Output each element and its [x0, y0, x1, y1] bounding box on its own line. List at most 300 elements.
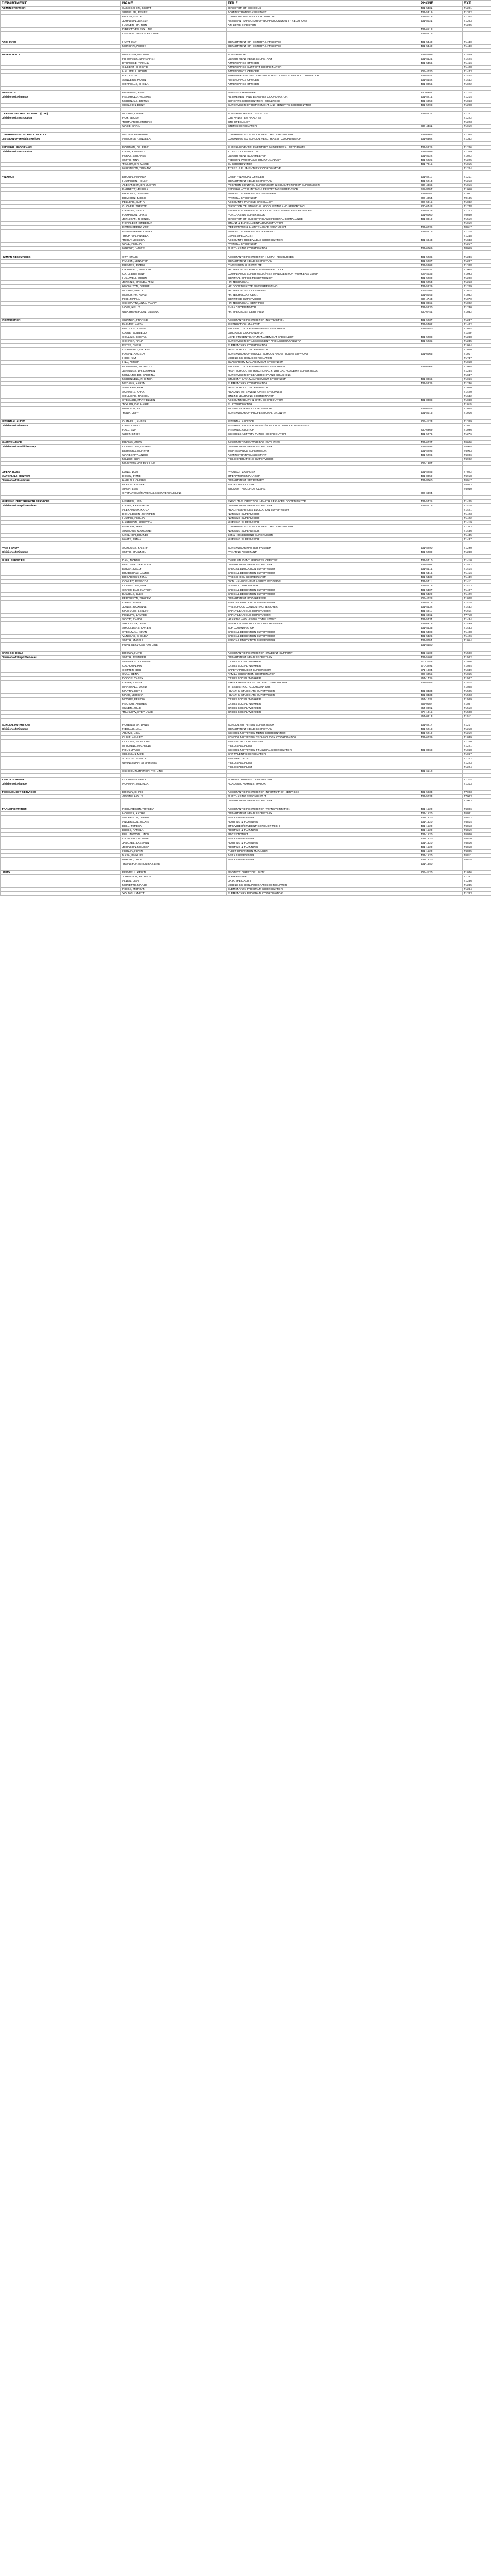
table-row [1, 757, 491, 761]
table-row [1, 538, 491, 542]
title-cell: FIELD SPECIALIST [227, 761, 419, 765]
name-cell: MOLLARD, DR. SABRINA [121, 373, 227, 378]
table-row [1, 293, 491, 297]
department-cell [1, 352, 121, 356]
title-cell: SPECIAL EDUCATION SUPERVISOR [227, 571, 419, 576]
table-row [1, 78, 491, 82]
title-cell: GPS/VIDEO/STUDENT CONDUCT TECH [227, 824, 419, 829]
name-cell: MONETTE, MARJO [121, 883, 227, 888]
name-cell: GIBBS, JENNY [121, 601, 227, 605]
title-cell [227, 32, 419, 36]
table-row [1, 66, 491, 70]
ext-cell: 71058 [463, 361, 491, 365]
department-cell [1, 892, 121, 896]
name-cell: COLLINS, NICHOLAS [121, 740, 227, 744]
title-cell: PURCHASING SPECIALIST IT [227, 795, 419, 799]
title-cell: CLASSROOM MANAGEMENT SPECIALIST [227, 361, 419, 365]
ext-cell: 71437 [463, 538, 491, 542]
title-cell: VISION COORDINATOR [227, 584, 419, 588]
department-cell [1, 698, 121, 702]
name-cell: ANDERSON, JACKIE [121, 820, 227, 824]
phone-cell: 431-5456 [419, 61, 463, 66]
name-cell: SMITH, ANGELA [121, 639, 227, 643]
department-cell [1, 685, 121, 689]
table-row [1, 711, 491, 715]
phone-cell: 431-5401 [419, 7, 463, 11]
name-cell: TRANSPORTATION FAX LINE [121, 862, 227, 866]
table-row [1, 268, 491, 272]
title-cell: MTSS DISTRICT COORDINATOR [227, 685, 419, 689]
department-cell: Division of: Pupil Services [1, 656, 121, 660]
phone-cell: 431-1520 [419, 829, 463, 833]
title-cell: CERTIFIED SUPERVISOR [227, 297, 419, 302]
ext-cell: 71221 [463, 744, 491, 748]
title-cell [227, 49, 419, 53]
title-cell: SCHOOL NUTRITION TECHNOLOGY COORDINATOR [227, 736, 419, 740]
ext-cell: 71226 [463, 146, 491, 150]
name-cell: KNOWLTON, DEBBIE [121, 285, 227, 289]
ext-cell: 71054 [463, 639, 491, 643]
phone-cell [419, 234, 463, 238]
title-cell: NURSING SUPERVISOR [227, 512, 419, 517]
phone-cell: 431-8085 [419, 681, 463, 685]
title-cell: COORDINATED SCHOOL HEALTH COORDINATOR [227, 525, 419, 529]
phone-cell: 431-5319 [419, 11, 463, 15]
ext-cell: 71419 [463, 521, 491, 525]
table-row [1, 744, 491, 748]
table-row [1, 626, 491, 630]
name-cell: SILVER, JULIE [121, 706, 227, 711]
phone-cell [419, 534, 463, 538]
ext-cell: 71411 [463, 580, 491, 584]
department-cell [1, 70, 121, 74]
name-cell: PHILLIPS, LAUREE [121, 614, 227, 618]
title-cell: OPERATIONS MANAGER [227, 474, 419, 479]
title-cell: FEDERAL PROGRAMS GRANT ANALYST [227, 158, 419, 163]
name-cell: EDMISON, JACKIE [121, 196, 227, 201]
title-cell: FIELD SPECIALIST [227, 765, 419, 770]
department-cell [1, 593, 121, 597]
name-cell: COTTER, BOB [121, 668, 227, 673]
ext-cell: 71509 [463, 698, 491, 702]
phone-cell: 431-8088 [419, 399, 463, 403]
table-row [1, 622, 491, 626]
phone-cell [419, 883, 463, 888]
phone-cell: 431-6512 [419, 770, 463, 774]
name-cell: COVINGTON, AMY [121, 584, 227, 588]
table-row [1, 116, 491, 120]
table-row [1, 888, 491, 892]
name-cell: COVINGTON, DEBBIE [121, 445, 227, 449]
table-row [1, 87, 491, 91]
department-cell [1, 82, 121, 87]
title-cell: DEPARTMENT SECRETARY [227, 479, 419, 483]
table-row [1, 736, 491, 740]
title-cell: INTERNAL AUDITOR [227, 420, 419, 424]
phone-cell: 431-5215 [419, 230, 463, 234]
name-cell: ADKINS, HOLLY [121, 795, 227, 799]
name-cell: GRAHAM, TRACI [121, 209, 227, 213]
department-cell [1, 335, 121, 340]
table-row [1, 508, 491, 512]
title-cell: DEPARTMENT HEAD SECRETARY [227, 445, 419, 449]
title-cell: DATA SPECIALIST [227, 879, 419, 883]
phone-cell: 206-4105 [419, 289, 463, 293]
phone-cell [419, 879, 463, 883]
title-cell: SCHOOLS ACTIVITY FUNDS COORDINATOR [227, 432, 419, 437]
title-cell: ASSISTANT DIRECTOR FOR FACILITIES [227, 441, 419, 445]
phone-cell: 431-5230 [419, 306, 463, 310]
name-cell: JAECKEL, LAEEANN [121, 841, 227, 845]
title-cell: HEARING AND VISION CONSULTANT [227, 618, 419, 622]
name-cell: HERDER, TERI [121, 525, 227, 529]
ext-cell [463, 496, 491, 500]
ext-cell: 71363 [463, 525, 491, 529]
title-cell: HR TECHNICIAN [227, 281, 419, 285]
name-cell: PUPIL SERVICES FAX LINE [121, 643, 227, 647]
ext-cell: 71747 [463, 356, 491, 361]
name-cell: DONALDSON, JENNIFER [121, 512, 227, 517]
name-cell: SMITH, TINA [121, 158, 227, 163]
title-cell: ROUTING & PLANNING [227, 820, 419, 824]
table-row [1, 664, 491, 668]
department-cell [1, 247, 121, 251]
phone-cell: 431-1520 [419, 841, 463, 845]
name-cell: NORFLEET, KIMBERLY [121, 222, 227, 226]
department-cell: Division of: Facilities [1, 479, 121, 483]
table-row [1, 222, 491, 226]
table-row [1, 70, 491, 74]
department-cell [1, 803, 121, 807]
title-cell: SPECIAL EDUCATION SUPERVISOR [227, 567, 419, 571]
table-row [1, 314, 491, 319]
name-cell: GOODARD, EMILY [121, 778, 227, 782]
department-cell [1, 125, 121, 129]
department-cell [1, 87, 121, 91]
title-cell [227, 415, 419, 420]
ext-cell: 71416 [463, 571, 491, 576]
ext-cell: 71064 [463, 344, 491, 348]
title-cell: FIELD SPECIALIST [227, 744, 419, 748]
department-cell [1, 643, 121, 647]
table-row [1, 685, 491, 689]
ext-cell: 71442 [463, 78, 491, 82]
name-cell: HILL, AMBER [121, 361, 227, 365]
ext-cell: 71209 [463, 420, 491, 424]
department-cell: PRINT SHOP [1, 546, 121, 550]
table-row [1, 449, 491, 453]
department-cell [1, 340, 121, 344]
name-cell: HALLWELL, ROBIN [121, 70, 227, 74]
ext-cell [463, 862, 491, 866]
phone-cell [419, 888, 463, 892]
table-row [1, 571, 491, 576]
phone-cell: 854-0087 [419, 702, 463, 706]
department-cell: INTERNAL AUDIT [1, 420, 121, 424]
table-row [1, 694, 491, 698]
title-cell: CRISIS SOCIAL WORKER [227, 664, 419, 668]
table-row [1, 483, 491, 487]
department-cell [1, 188, 121, 192]
department-cell [1, 331, 121, 335]
title-cell: SLP COORDINATOR [227, 626, 419, 630]
phone-cell: 431-5211 [419, 175, 463, 179]
department-cell [1, 104, 121, 108]
ext-cell: 71362 [463, 137, 491, 142]
name-cell: MITCHELL, MICHELLE [121, 744, 227, 748]
ext-cell: 71005 [463, 268, 491, 272]
ext-cell: 71046 [463, 871, 491, 875]
phone-cell [419, 49, 463, 53]
department-cell [1, 845, 121, 850]
ext-cell: 71017 [463, 352, 491, 356]
department-cell [1, 753, 121, 757]
title-cell: ELEMENTARY PROGRAM COORDINATOR [227, 888, 419, 892]
title-cell: CHIEF FINANCIAL OFFICER [227, 175, 419, 179]
title-cell: PAYROLL SPECIALIST [227, 243, 419, 247]
table-row [1, 247, 491, 251]
ext-cell: 71201 [463, 7, 491, 11]
title-cell: CHIEF STUDENT SERVICES OFFICER [227, 559, 419, 563]
table-row [1, 108, 491, 112]
phone-cell: 431-6365 [419, 133, 463, 137]
name-cell: YAWN, JEFF [121, 411, 227, 415]
ext-cell [463, 719, 491, 723]
table-row [1, 635, 491, 639]
ext-cell: 76805 [463, 850, 491, 854]
title-cell: POSITION CONTROL SUPERVISOR & EDUCATOR PREP SUPERVISOR [227, 184, 419, 188]
title-cell: STUDENT DATA MANAGEMENT SPECIALIST [227, 327, 419, 331]
phone-cell: 206-4054 [419, 196, 463, 201]
title-cell: SUPERVISOR OF ASSESSMENT AND ACCOUNTABILITY [227, 340, 419, 344]
table-row [1, 833, 491, 837]
table-row [1, 129, 491, 133]
name-cell: STEWARD, MARY ELLEN [121, 399, 227, 403]
name-cell: DAM, NORMA [121, 559, 227, 563]
title-cell: COORDINATED SCHOOL HEALTH COORDINATOR [227, 133, 419, 137]
ext-cell: 71440 [463, 45, 491, 49]
table-row [1, 7, 491, 11]
department-cell [1, 369, 121, 373]
ext-cell: 71044 [463, 327, 491, 331]
phone-cell: 431-1520 [419, 858, 463, 862]
table-row [1, 647, 491, 652]
name-cell: MEDANA, KAREN [121, 382, 227, 386]
name-cell: BAKER, KELLY [121, 567, 227, 571]
phone-cell: 431-5444 [419, 74, 463, 78]
name-cell: SELDMAN, MIKE [121, 753, 227, 757]
table-row [1, 40, 491, 45]
department-cell: COORDINATED SCHOOL HEALTH [1, 133, 121, 137]
name-cell: WHITTON, AJ [121, 407, 227, 411]
phone-cell: 854-1031 [419, 698, 463, 702]
ext-cell: 76813 [463, 824, 491, 829]
department-cell [1, 378, 121, 382]
department-cell [1, 571, 121, 576]
department-cell [1, 605, 121, 609]
phone-cell: 431-5502 [419, 656, 463, 660]
phone-cell: 431-5022 [419, 154, 463, 158]
department-cell [1, 411, 121, 415]
ext-cell: 70660 [463, 213, 491, 217]
table-row [1, 390, 491, 394]
title-cell: FINANCE SUPERVISOR ACCOUNTS RECEIVABLES & PAYABLES [227, 209, 419, 213]
name-cell: OTT, CRAIG [121, 255, 227, 260]
title-cell: SUPERVISOR OF CTE & STEM [227, 112, 419, 116]
table-row [1, 36, 491, 40]
ext-cell: 76818 [463, 845, 491, 850]
name-cell: MARTIN, BETH [121, 689, 227, 694]
department-cell [1, 285, 121, 289]
header-ext: EXT [463, 1, 491, 7]
ext-cell: 71057 [463, 192, 491, 196]
name-cell: HAGAN, ANGELA [121, 352, 227, 356]
title-cell: PURCHASING SUPERVISOR [227, 213, 419, 217]
phone-cell: 571-1004 [419, 668, 463, 673]
table-row [1, 285, 491, 289]
ext-cell: 71082 [463, 293, 491, 297]
ext-cell: 71407 [463, 588, 491, 593]
table-row [1, 310, 491, 314]
title-cell: FAMILY RESOURCE CENTER COORDINATOR [227, 681, 419, 685]
table-row [1, 559, 491, 563]
department-cell [1, 306, 121, 310]
department-cell [1, 432, 121, 437]
title-cell: PRESCHOOL CONSULTING TEACHER [227, 605, 419, 609]
name-cell: ALLEN, LISA [121, 879, 227, 883]
title-cell: DEPARTMENT OF HISTORY & ARCHIVES [227, 45, 419, 49]
table-row [1, 774, 491, 778]
phone-cell: 431-6058 [419, 99, 463, 104]
phone-cell: 431-5442 [419, 78, 463, 82]
phone-cell [419, 222, 463, 226]
name-cell: WHINESMAN, STEPHENIE [121, 761, 227, 765]
phone-cell: 431-1520 [419, 820, 463, 824]
ext-cell: 71225 [463, 158, 491, 163]
department-cell [1, 260, 121, 264]
title-cell: SPECIAL EDUCATION SUPERVISOR [227, 588, 419, 593]
name-cell: CULL, DENA [121, 673, 227, 677]
department-cell [1, 268, 121, 272]
ext-cell: 71421 [463, 508, 491, 512]
table-row [1, 584, 491, 588]
phone-cell [419, 331, 463, 335]
name-cell: HARRISON, CHRIS [121, 213, 227, 217]
title-cell: AREA SUPERVISOR [227, 816, 419, 820]
title-cell: TITLE 1 & ELEMENTARY COORDINATOR [227, 167, 419, 171]
phone-cell: 431-5409 [419, 53, 463, 57]
title-cell: CLASSIFIED SUBSTITUTE [227, 264, 419, 268]
table-row [1, 356, 491, 361]
title-cell: ASSISTANT DIRECTOR OF BOARD/COMMUNITY RELATIONS [227, 19, 419, 23]
department-cell [1, 251, 121, 255]
table-row [1, 399, 491, 403]
department-cell: TRANSPORTATION [1, 807, 121, 812]
title-cell: DIRECTOR OF FINANCIAL ACCOUNTING AND REPORTING [227, 205, 419, 209]
table-row [1, 120, 491, 125]
department-cell: OPERATIONS [1, 470, 121, 474]
name-cell [121, 251, 227, 255]
table-row [1, 196, 491, 201]
header-phone: PHONE [419, 1, 463, 7]
title-cell [227, 28, 419, 32]
name-cell: ADENAKE, JULIANNA [121, 660, 227, 664]
name-cell: FLOOD, KELLY [121, 15, 227, 19]
ext-cell: 71039 [463, 736, 491, 740]
ext-cell: 71253 [463, 281, 491, 285]
ext-cell: 71219 [463, 732, 491, 736]
ext-cell: 71423 [463, 512, 491, 517]
title-cell: ATTENDANCE OFFICER [227, 70, 419, 74]
name-cell [121, 866, 227, 871]
table-row [1, 411, 491, 415]
department-cell [1, 719, 121, 723]
ext-cell: 71314 [463, 778, 491, 782]
ext-cell: 71224 [463, 167, 491, 171]
name-cell: GRAFF, CATHY [121, 681, 227, 685]
title-cell: NURSING SUPERVISOR [227, 538, 419, 542]
phone-cell: 431-5439 [419, 576, 463, 580]
department-cell [1, 858, 121, 862]
department-cell [1, 820, 121, 824]
title-cell: SPECIAL EDUCATION SUPERVISOR [227, 639, 419, 643]
table-row [1, 171, 491, 175]
name-cell: ANDERSON, DEBBIE [121, 816, 227, 820]
department-cell [1, 184, 121, 188]
title-cell: ACCOUNTABILITY & DATA COORDINATOR [227, 399, 419, 403]
name-cell: WARBERRY, ANGIE [121, 453, 227, 458]
table-row [1, 841, 491, 845]
department-cell: Division of: Finance [1, 424, 121, 428]
table-row [1, 99, 491, 104]
title-cell: ADMINISTRATIVE ASSISTANT [227, 453, 419, 458]
title-cell: DEPARTMENT HEAD SECRETARY [227, 727, 419, 732]
phone-cell [419, 458, 463, 462]
phone-cell: 230-4866 [419, 184, 463, 188]
name-cell: SHOCKLEY, LYNN [121, 622, 227, 626]
phone-cell: 431-6036 [419, 226, 463, 230]
table-row [1, 179, 491, 184]
title-cell: FAMILY EDUCATION COORDINATOR [227, 673, 419, 677]
table-row [1, 479, 491, 483]
name-cell: BOGUE, KELSEY [121, 483, 227, 487]
title-cell: ATTENDANCE OFFICER [227, 82, 419, 87]
title-cell [227, 87, 419, 91]
phone-cell [419, 786, 463, 791]
title-cell: SNP SPECIALIST [227, 757, 419, 761]
header-name: NAME [121, 1, 227, 7]
name-cell: TURTLAROS, MORIAH [121, 120, 227, 125]
ext-cell: 76905 [463, 445, 491, 449]
ext-cell: 71200 [463, 276, 491, 281]
name-cell: ADAMS, LISA [121, 732, 227, 736]
name-cell [121, 129, 227, 133]
table-row [1, 529, 491, 534]
table-row [1, 217, 491, 222]
ext-cell [463, 142, 491, 146]
title-cell: ELEMENTARY COORDINATOR [227, 344, 419, 348]
department-cell [1, 314, 121, 319]
ext-cell: 71236 [463, 382, 491, 386]
ext-cell: 71015 [463, 403, 491, 407]
phone-cell: 431-8060 [419, 479, 463, 483]
title-cell: DEPARTMENT BOOKKEEPER [227, 154, 419, 158]
title-cell: SUPERVISOR OF PROFESSIONAL GROWTH [227, 411, 419, 415]
phone-cell: 206-4030 [419, 70, 463, 74]
phone-cell: 431-5217 [419, 723, 463, 727]
ext-cell [463, 415, 491, 420]
table-row [1, 496, 491, 500]
